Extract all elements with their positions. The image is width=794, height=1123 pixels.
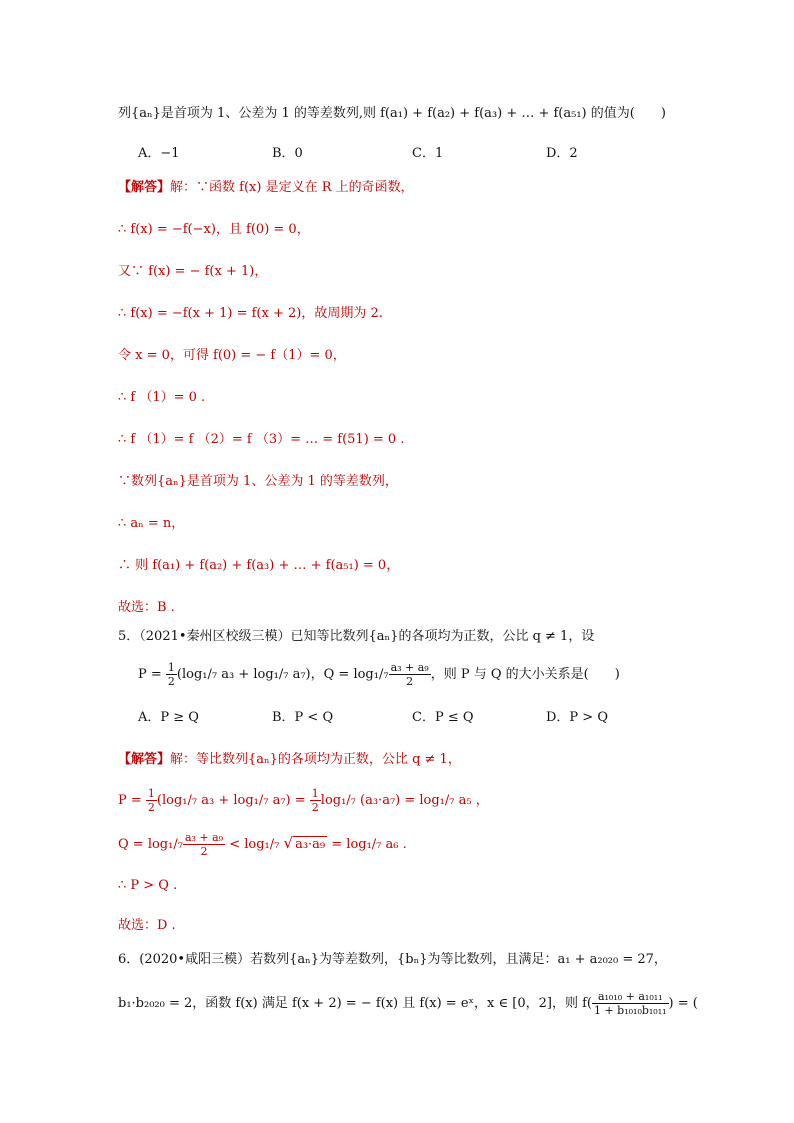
- q6-fraction: [592, 990, 669, 1017]
- q6-line2-a: b₁·b₂₀₂₀ = 2，函数 f(x) 满足 f(x + 2) = − f(x) 且 f(x) = eˣ，x ∈ [0，2]，则 f(: [118, 996, 592, 1011]
- a4-intro: 解：: [170, 180, 197, 195]
- a4-line8: ∵数列{aₙ}是首项为 1、公差为 1 的等差数列，: [118, 474, 398, 489]
- q5-half-den: 2: [167, 675, 175, 688]
- a5-half-fraction-2: [310, 787, 321, 814]
- q5-option-c[interactable]: C．P ≤ Q: [412, 710, 474, 725]
- a4-line6: ∴ f （1）= 0 .: [118, 390, 206, 405]
- q5-option-d[interactable]: D．P > Q: [546, 710, 608, 725]
- q5-option-b[interactable]: B．P < Q: [272, 710, 334, 725]
- a5-sqrt-content: a₃·a₉: [295, 837, 326, 852]
- a4-line4-end: .: [378, 306, 383, 321]
- q5-p-inner: (log₁/₇ a₃ + log₁/₇ a₇): [176, 667, 311, 682]
- q5-q-left: ，Q = log₁/₇: [310, 667, 389, 682]
- q5-option-a[interactable]: A．P ≥ Q: [138, 710, 199, 725]
- a5-intro: 解：等比数列{aₙ}的各项均为正数，公比 q ≠ 1，: [170, 752, 461, 767]
- a5-line3: ∴ P > Q .: [118, 878, 178, 893]
- q5-q-tail: ，则 P 与 Q 的大小关系是( ): [430, 667, 620, 682]
- a4-line1: [118, 178, 414, 198]
- a5-half-den-2: 2: [311, 801, 319, 814]
- a5-l2-b: < log₁/₇: [225, 837, 284, 852]
- a5-half-num-1: 1: [147, 787, 155, 800]
- a4-line9: ∴ aₙ = n，: [118, 516, 185, 531]
- q4-option-c[interactable]: C．1: [412, 146, 444, 161]
- q4-option-a[interactable]: A．−1: [138, 146, 180, 161]
- q5-half-fraction: [166, 661, 177, 688]
- a4-conclusion: 故选：B .: [118, 600, 175, 615]
- a5-l1-b: (log₁/₇ a₃ + log₁/₇ a₇) =: [156, 793, 310, 808]
- q5-half-num: 1: [167, 661, 175, 674]
- a5-conclusion: 故选：D .: [118, 918, 176, 933]
- a4-line3: 又∵ f(x) = − f(x + 1)，: [118, 264, 268, 279]
- q5-p-left: P =: [138, 667, 166, 682]
- q5-stem: 5．（2021•秦州区校级三模）已知等比数列{aₙ}的各项均为正数，公比 q ≠ 1，设: [118, 629, 595, 644]
- q5-q-fraction: [389, 661, 431, 688]
- q6-stem: 6．(2020•咸阳三模）若数列{aₙ}为等差数列，{bₙ}为等比数列，且满足：a₁ + a₂₀₂₀ = 27，: [118, 952, 667, 967]
- a5-q-den: 2: [200, 845, 208, 858]
- a4-line7: ∴ f （1）= f （2）= f （3）= … = f(51) = 0 .: [118, 432, 405, 447]
- sqrt-icon: √: [283, 834, 294, 852]
- q6-line2-b: ) = (: [668, 996, 698, 1011]
- q6-line2: [118, 988, 698, 1020]
- a5-l1-a: P =: [118, 793, 146, 808]
- a5-half-fraction-1: [146, 787, 157, 814]
- a5-line2: [118, 828, 407, 860]
- a5-l2-c: = log₁/₇ a₆ .: [327, 837, 407, 852]
- a4-line4: [118, 304, 383, 324]
- a5-q-num: a₃ + a₉: [184, 831, 224, 844]
- a5-line1: [118, 786, 489, 816]
- q4-stem: 列{aₙ}是首项为 1、公差为 1 的等差数列,则 f(a₁) + f(a₂) + f(a₃) + … + f(a₅₁) 的值为( ): [118, 106, 666, 121]
- a4-line4-text: ∴ f(x) = −f(x + 1) = f(x + 2)，故周期为: [118, 306, 367, 321]
- a4-period-value: 2: [370, 306, 379, 321]
- answer-label: 【解答】: [118, 180, 171, 195]
- a5-half-num-2: 1: [311, 787, 319, 800]
- answer-label: 【解答】: [118, 752, 171, 767]
- q5-definition: [138, 660, 620, 690]
- q4-option-b[interactable]: B．0: [272, 146, 303, 161]
- a5-intro-line: [118, 750, 461, 770]
- q4-option-d[interactable]: D．2: [546, 146, 578, 161]
- q6-frac-den: 1 + b₁₀₁₀b₁₀₁₁: [593, 1004, 667, 1017]
- q6-frac-num: a₁₀₁₀ + a₁₀₁₁: [592, 990, 669, 1004]
- a5-l2-a: Q = log₁/₇: [118, 837, 183, 852]
- a4-line10: ∴ 则 f(a₁) + f(a₂) + f(a₃) + … + f(a₅₁) = 0，: [118, 558, 400, 573]
- a5-l1-c: log₁/₇ (a₃·a₇) = log₁/₇ a₅ ，: [320, 793, 489, 808]
- q5-q-den: 2: [406, 675, 414, 688]
- a5-q-fraction: [183, 831, 225, 858]
- a5-half-den-1: 2: [147, 801, 155, 814]
- a4-line5: 令 x = 0，可得 f(0) = − f（1）= 0，: [118, 348, 346, 363]
- a4-line2: ∴ f(x) = −f(−x)，且 f(0) = 0，: [118, 222, 310, 237]
- a4-line1-text: ∵函数 f(x) 是定义在 R 上的奇函数，: [196, 180, 414, 195]
- q5-q-num: a₃ + a₉: [390, 661, 429, 674]
